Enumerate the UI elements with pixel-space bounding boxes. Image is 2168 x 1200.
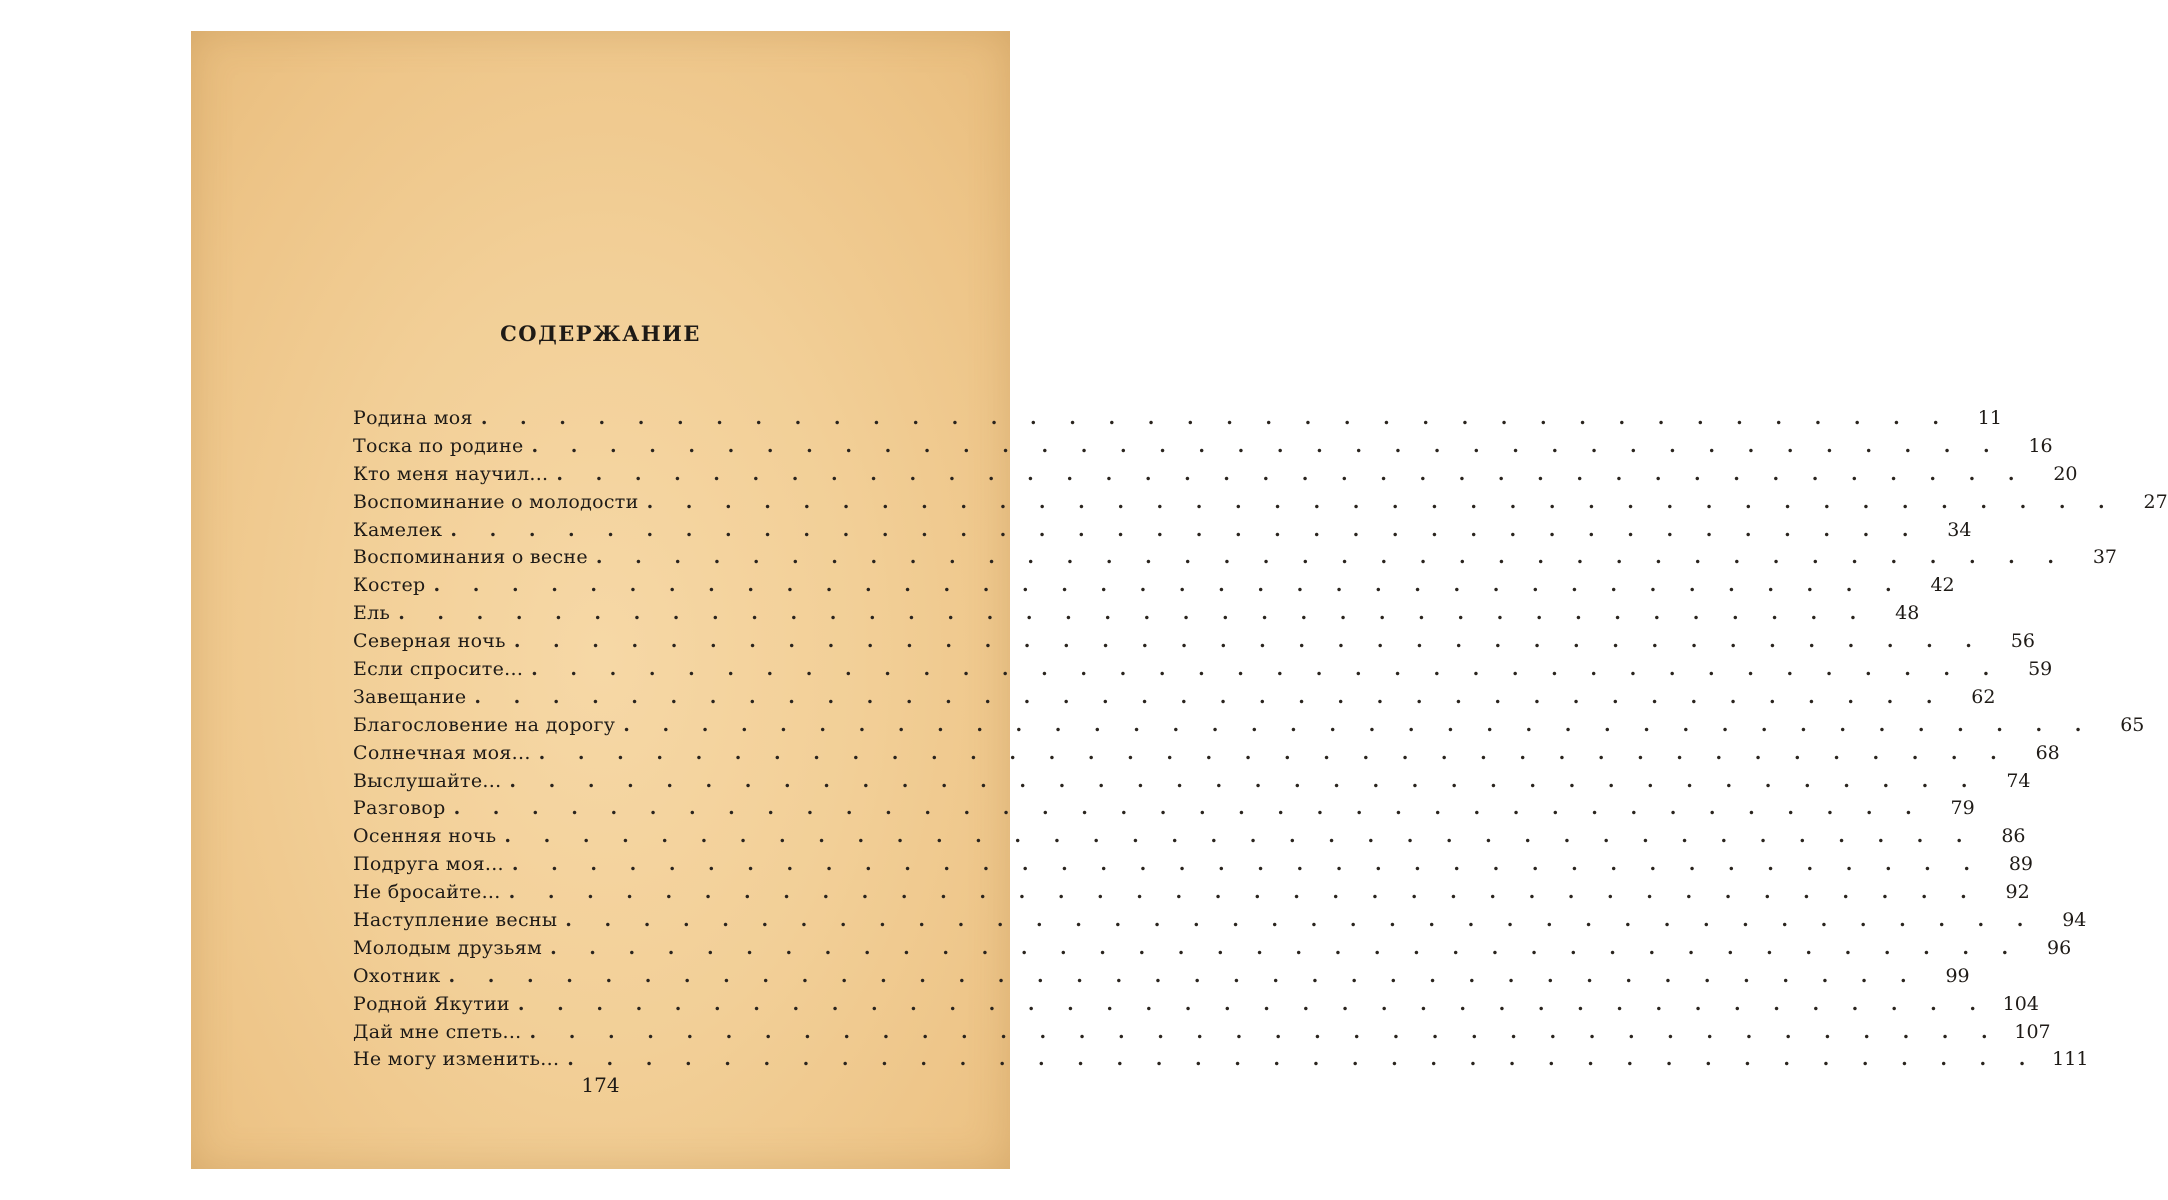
toc-entry-title: Родина моя [353,407,473,429]
toc-entry-title: Родной Якутии [353,992,510,1015]
toc-leader-dots: . . . . . . . . . . . . . . . . . . . . . . . . . . . . . . . . . . . . . . [623,713,2095,736]
toc-leader-dots: . . . . . . . . . . . . . . . . . . . . . . . . . . . . . . . . . . . . . . [531,658,2003,681]
toc-entry-page: 107 [2014,1020,2051,1043]
toc-entry-page: 20 [2053,462,2078,485]
toc-leader-dots: . . . . . . . . . . . . . . . . . . . . . . . . . . . . . . . . . . . . . . [511,853,1984,876]
toc-entry-title: Завещание [353,685,467,708]
toc-entry-page: 62 [1971,685,1996,708]
toc-leader-dots: . . . . . . . . . . . . . . . . . . . . . . . . . . . . . . . . . . . . . . [531,434,2003,457]
toc-entry-page: 42 [1930,574,1955,597]
toc-entry-title: Наступление весны [353,909,558,932]
toc-entry [353,881,2030,909]
toc-entry [353,407,2002,435]
toc-leader-dots: . . . . . . . . . . . . . . . . . . . . . . . . . . . . . . . . . . . . . . [508,881,1980,904]
toc-leader-dots: . . . . . . . . . . . . . . . . . . . . . . . . . . . . . . . . . . . . . . [433,574,1905,597]
toc-entry [353,574,1955,602]
toc-entry-title: Костер [353,574,426,597]
toc-entry [353,518,1972,547]
toc-leader-dots: . . . . . . . . . . . . . . . . . . . . . . . . . . . . . . . . . . . . . . [595,546,2068,569]
toc-entry [353,462,2078,491]
toc-leader-dots: . . . . . . . . . . . . . . . . . . . . . . . . . . . . . . . . . . . . . . [398,602,1870,625]
toc-leader-dots: . . . . . . . . . . . . . . . . . . . . . . . . . . . . . . . . . . . . . . [504,825,1976,848]
toc-entry-title: Не могу изменить... [353,1048,560,1071]
toc-leader-dots: . . . . . . . . . . . . . . . . . . . . . . . . . . . . . . . . . . . . . . [448,964,1920,987]
toc-leader-dots: . . . . . . . . . . . . . . . . . . . . . . . . . . . . . . . . . . . . . . [517,992,1989,1015]
toc-leader-dots: . . . . . . . . . . . . . . . . . . . . . . . . . . . . . . . . . . . . . . [556,462,2028,485]
toc-entry-title: Благословение на дорогу [353,713,616,736]
toc-leader-dots: . . . . . . . . . . . . . . . . . . . . . . . . . . . . . . . . . . . . . . [513,630,1985,653]
toc-entry-title: Осенняя ночь [353,825,497,848]
toc-entry-title: Подруга моя... [353,853,504,876]
toc-leader-dots: . . . . . . . . . . . . . . . . . . . . . . . . . . . . . . . . . . . . . . [474,685,1946,708]
toc-entry-page: 56 [2010,630,2035,653]
toc-entry-page: 111 [2052,1048,2089,1071]
toc-entry [353,825,2026,853]
toc-entry [353,741,2060,770]
toc-leader-dots: . . . . . . . . . . . . . . . . . . . . . . . . . . . . . . . . . . . . . . [453,797,1925,820]
toc-entry-page: 79 [1950,797,1975,820]
toc-entry-title: Кто меня научил... [353,462,549,485]
toc-entry [353,490,2168,519]
toc-entry-title: Солнечная моя... [353,741,531,764]
toc-entry [353,434,2053,463]
toc-entry-page: 94 [2062,909,2087,932]
toc-entry-title: Дай мне спеть... [353,1020,522,1043]
toc-entry-page: 34 [1947,518,1972,541]
toc-entry [353,992,2039,1021]
toc-leader-dots: . . . . . . . . . . . . . . . . . . . . . . . . . . . . . . . . . . . . . . [565,909,2037,932]
book-page [191,31,2168,1169]
toc-leader-dots: . . . . . . . . . . . . . . . . . . . . . . . . . . . . . . . . . . . . . . [529,1020,2001,1043]
toc-entry [353,685,1996,714]
toc-leader-dots: . . . . . . . . . . . . . . . . . . . . . . . . . . . . . . . . . . . . . . [450,518,1922,541]
toc-entry [353,713,2145,742]
toc-entry [353,853,2034,881]
toc-entry-title: Охотник [353,964,441,987]
toc-entry [353,964,1970,993]
toc-entry [353,909,2087,937]
toc-entry-page: 37 [2092,546,2118,569]
toc-leader-dots: . . . . . . . . . . . . . . . . . . . . . . . . . . . . . . . . . . . . . . [538,741,2010,764]
toc-leader-dots: . . . . . . . . . . . . . . . . . . . . . . . . . . . . . . . . . . . . . . [550,936,2022,959]
toc-entry [353,630,2035,658]
toc-entry-title: Не бросайте... [353,881,501,904]
toc-entry-page: 65 [2120,713,2145,736]
page-title: СОДЕРЖАНИЕ [500,321,701,346]
table-of-contents [353,407,2168,1076]
toc-entry [353,602,1920,630]
toc-entry [353,658,2053,686]
toc-entry-title: Камелек [353,518,443,541]
toc-entry-page: 68 [2035,741,2060,764]
toc-entry-title: Воспоминание о молодости [353,490,639,513]
toc-entry-title: Воспоминания о весне [353,546,588,569]
toc-entry [353,546,2118,574]
toc-entry [353,769,2031,798]
toc-entry-page: 59 [2028,658,2053,681]
toc-entry [353,936,2072,965]
toc-entry-title: Разговор [353,797,446,820]
toc-entry-title: Выслушайте... [353,769,502,792]
toc-entry-page: 99 [1945,964,1970,987]
toc-entry [353,1020,2051,1049]
toc-entry-page: 16 [2028,434,2053,457]
toc-leader-dots: . . . . . . . . . . . . . . . . . . . . . . . . . . . . . . . . . . . . . . [509,769,1981,792]
toc-entry-page: 74 [2006,769,2031,792]
toc-entry-title: Северная ночь [353,630,506,653]
toc-leader-dots: . . . . . . . . . . . . . . . . . . . . . . . . . . . . . . . . . . . . . . [480,407,1952,429]
toc-leader-dots: . . . . . . . . . . . . . . . . . . . . . . . . . . . . . . . . . . . . . . [567,1048,2039,1071]
toc-entry-title: Если спросите... [353,658,524,681]
toc-entry-page: 92 [2005,881,2030,904]
toc-entry-page: 104 [2002,992,2039,1015]
page-number: 174 [581,1073,620,1097]
toc-entry-page: 48 [1895,602,1920,625]
toc-entry-title: Молодым друзьям [353,936,543,959]
toc-entry-page: 27 [2143,490,2168,513]
toc-entry-page: 86 [2001,825,2026,848]
toc-entry-page: 89 [2008,853,2034,876]
toc-entry-page: 11 [1977,407,2002,429]
toc-entry-title: Ель [353,602,391,625]
toc-leader-dots: . . . . . . . . . . . . . . . . . . . . . . . . . . . . . . . . . . . . . . [646,490,2118,513]
toc-entry [353,797,1975,825]
toc-entry-page: 96 [2046,936,2072,959]
toc-entry-title: Тоска по родине [353,434,524,457]
